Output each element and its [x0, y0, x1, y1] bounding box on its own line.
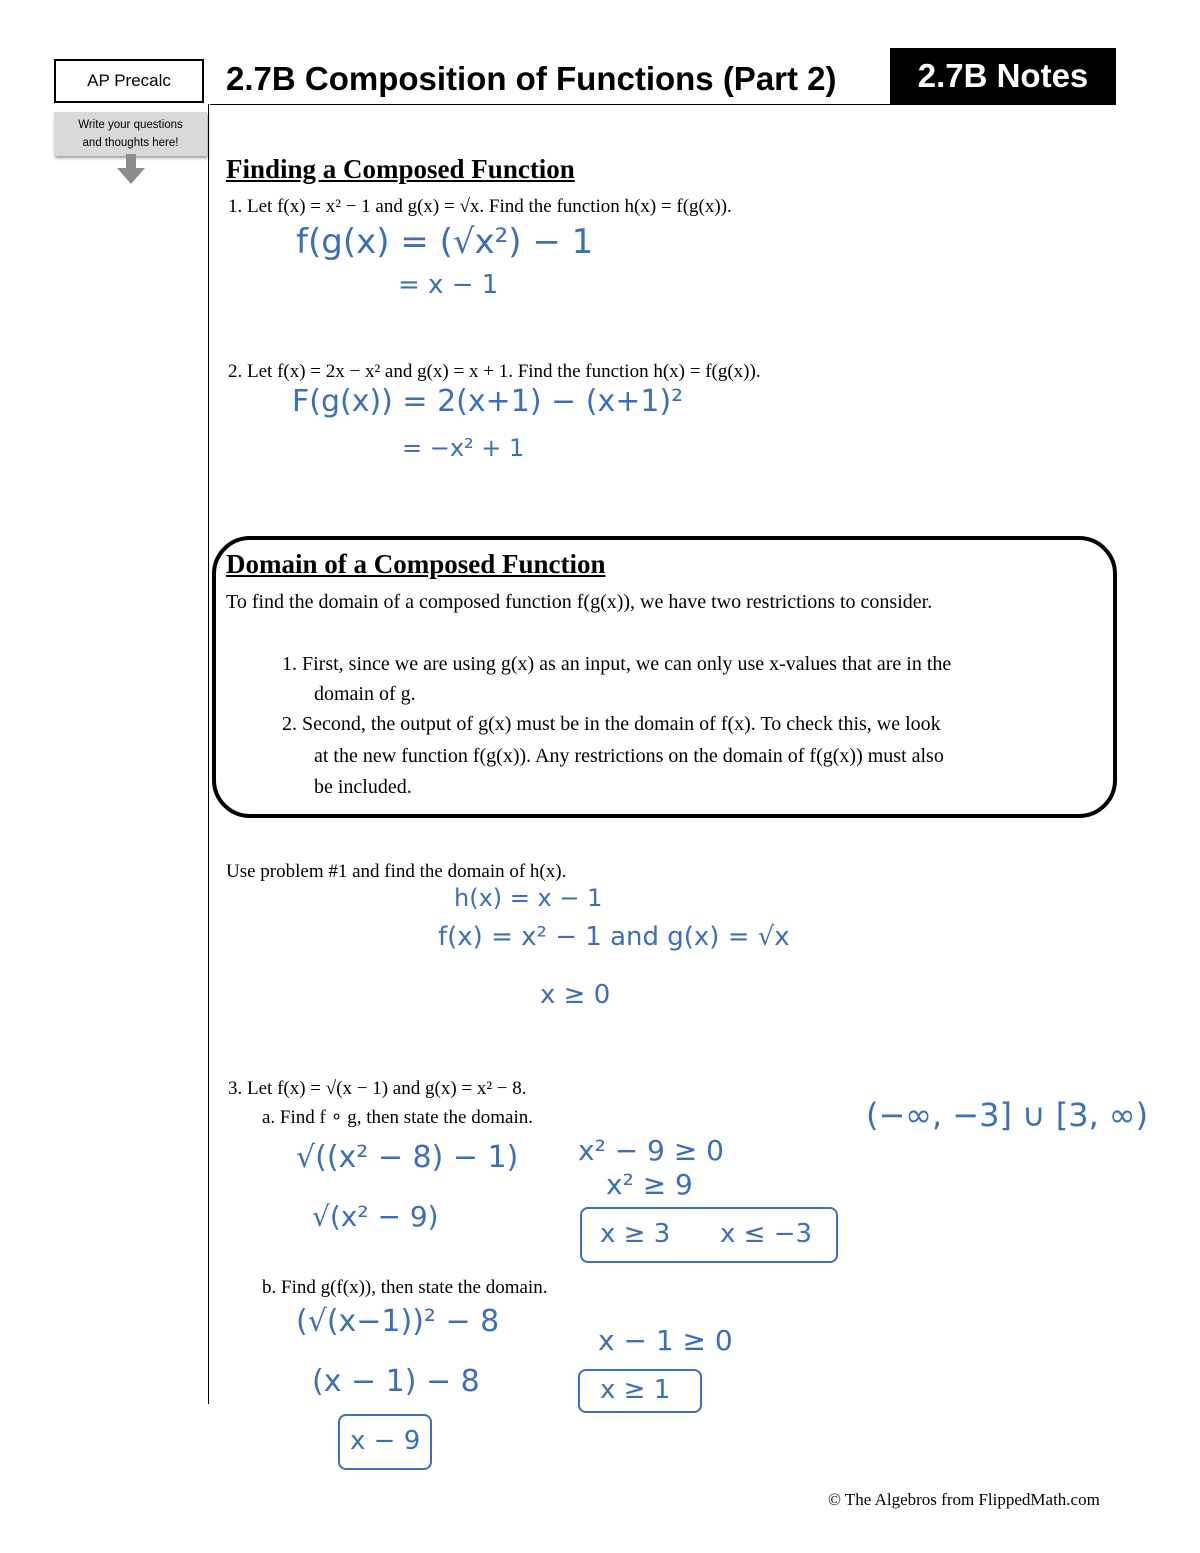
problem-1-text: 1. Let f(x) = x² − 1 and g(x) = √x. Find the function h(x) = f(g(x)). — [228, 196, 732, 217]
notes-badge-text: 2.7B Notes — [917, 57, 1089, 94]
section-heading-domain: Domain of a Composed Function — [226, 549, 606, 579]
page-title: 2.7B Composition of Functions (Part 2) — [226, 60, 837, 97]
sidebar-divider — [208, 104, 209, 1404]
problem-3a-box-left: x ≥ 3 — [600, 1219, 671, 1249]
problem-3a-work-line2: √(x² − 9) — [312, 1200, 439, 1233]
use-problem-text: Use problem #1 and find the domain of h(x). — [226, 861, 567, 882]
title-underline — [210, 104, 1116, 105]
problem-3a-answer-box — [580, 1207, 838, 1263]
sidebar-note-line2: and thoughts here! — [82, 137, 179, 149]
domain-item1-line2: domain of g. — [314, 683, 416, 705]
problem-3b-text: b. Find g(f(x)), then state the domain. — [262, 1277, 548, 1298]
problem-3a-text: a. Find f ∘ g, then state the domain. — [262, 1107, 533, 1128]
use-problem-work-line1: h(x) = x − 1 — [454, 884, 603, 912]
problem-1-work-line2: = x − 1 — [398, 270, 499, 300]
section-heading-finding: Finding a Composed Function — [226, 154, 575, 184]
problem-3b-box-text: x − 9 — [350, 1426, 421, 1456]
domain-item2-line2: at the new function f(g(x)). Any restrictions on the domain of f(g(x)) must also — [314, 745, 944, 767]
domain-intro: To find the domain of a composed function f(g(x)), we have two restrictions to consider. — [226, 591, 933, 613]
problem-3b-work-line1: (√(x−1))² − 8 — [296, 1304, 500, 1339]
problem-3b-answer-box — [338, 1414, 432, 1470]
course-label — [54, 59, 204, 103]
domain-item2-line1: 2. Second, the output of g(x) must be in the domain of f(x). To check this, we look — [282, 713, 941, 735]
problem-3a-final-answer: (−∞, −3] ∪ [3, ∞) — [866, 1096, 1149, 1134]
problem-3a-work-line1: √((x² − 8) − 1) — [296, 1140, 519, 1175]
use-problem-work-line2: f(x) = x² − 1 and g(x) = √x — [438, 922, 790, 952]
problem-3-text: 3. Let f(x) = √(x − 1) and g(x) = x² − 8. — [228, 1078, 527, 1099]
problem-2-work-line1: F(g(x)) = 2(x+1) − (x+1)² — [292, 384, 684, 419]
domain-item2-line3: be included. — [314, 776, 412, 798]
problem-3a-work-line4: x² ≥ 9 — [606, 1168, 693, 1201]
footer-credit: © The Algebros from FlippedMath.com — [828, 1490, 1100, 1509]
problem-2-text: 2. Let f(x) = 2x − x² and g(x) = x + 1. Find the function h(x) = f(g(x)). — [228, 361, 761, 382]
course-text: AP Precalc — [87, 71, 171, 90]
notes-badge — [890, 48, 1116, 104]
sidebar-note-line1: Write your questions — [78, 119, 183, 131]
problem-3a-work-line3: x² − 9 ≥ 0 — [578, 1134, 724, 1167]
problem-3a-box-right: x ≤ −3 — [720, 1219, 813, 1249]
use-problem-work-line3: x ≥ 0 — [540, 980, 611, 1010]
problem-2-work-line2: = −x² + 1 — [402, 434, 525, 462]
problem-3b-domain-text: x ≥ 1 — [600, 1375, 671, 1405]
domain-item1-line1: 1. First, since we are using g(x) as an input, we can only use x-values that are in the — [282, 653, 952, 675]
problem-3b-domain-box — [578, 1369, 702, 1413]
problem-3b-work-line2: (x − 1) − 8 — [312, 1364, 480, 1399]
problem-1-work-line1: f(g(x) = (√x²) − 1 — [296, 222, 594, 262]
arrow-down-icon — [114, 154, 148, 186]
sidebar-note-tab — [54, 112, 207, 156]
problem-3b-work-line3: x − 1 ≥ 0 — [598, 1324, 733, 1357]
